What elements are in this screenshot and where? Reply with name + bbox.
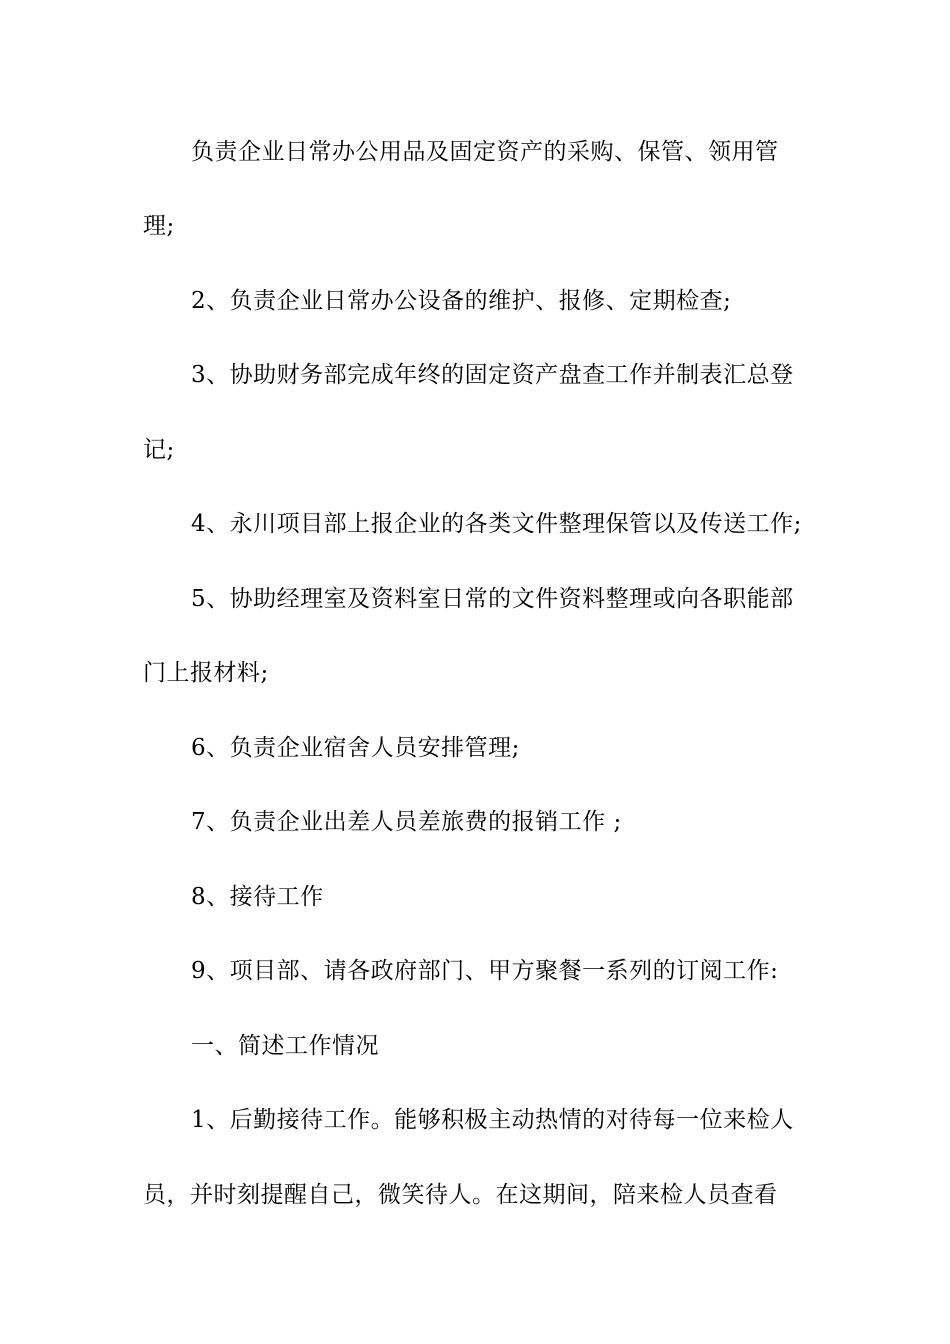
list-item: 3、协助财务部完成年终的固定资产盘查工作并制表汇总登 (191, 362, 794, 388)
paragraph-line: 门上报材料; (143, 660, 269, 686)
list-item: 6、负责企业宿舍人员安排管理; (191, 735, 520, 761)
list-item: 2、负责企业日常办公设备的维护、报修、定期检查; (191, 288, 732, 314)
list-item: 1、后勤接待工作。能够积极主动热情的对待每一位来检人 (191, 1107, 794, 1133)
paragraph-line: 负责企业日常办公用品及固定资产的采购、保管、领用管 (191, 139, 779, 165)
list-item: 5、协助经理室及资料室日常的文件资料整理或向各职能部 (191, 586, 794, 612)
paragraph-line: 员，并时刻提醒自己，微笑待人。在这期间，陪来检人员查看 (143, 1182, 778, 1208)
list-item: 9、项目部、请各政府部门、甲方聚餐一系列的订阅工作: (191, 958, 779, 984)
list-item: 4、永川项目部上报企业的各类文件整理保管以及传送工作; (191, 511, 802, 537)
list-item: 7、负责企业出差人员差旅费的报销工作 ; (191, 809, 622, 835)
list-item: 8、接待工作 (191, 884, 324, 910)
paragraph-line: 理; (143, 213, 175, 239)
section-heading: 一、简述工作情况 (191, 1033, 379, 1059)
paragraph-line: 记; (143, 437, 175, 463)
